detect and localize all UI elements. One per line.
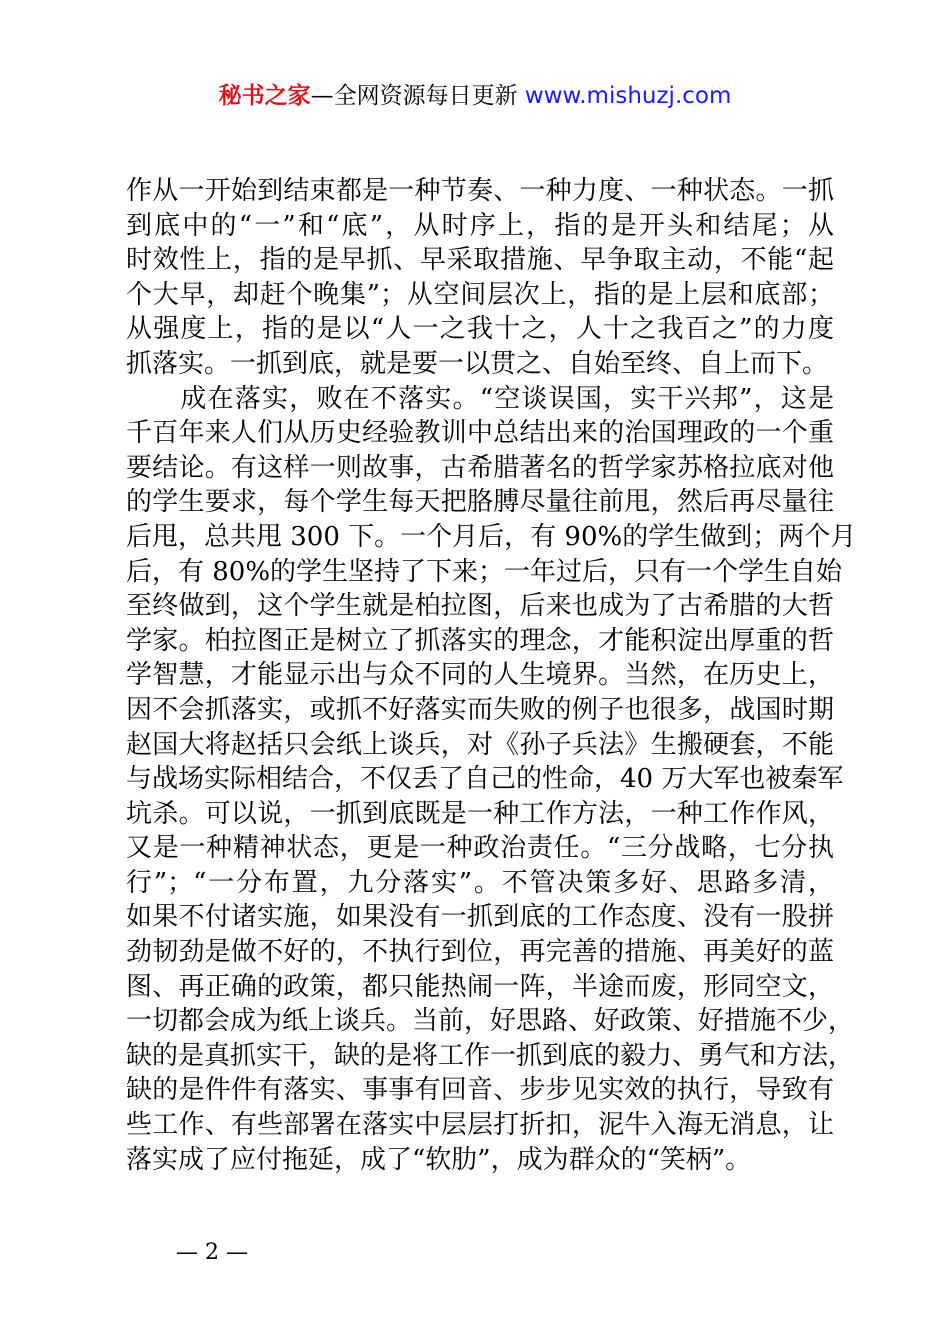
body-line: 行”；“一分布置，九分落实”。不管决策多好、思路多清， [126,867,834,898]
body-line: 学智慧，才能显示出与众不同的人生境界。当然，在历史上， [126,660,834,691]
body-line: 千百年来人们从历史经验教训中总结出来的治国理政的一个重 [126,418,834,449]
body-line: 缺的是真抓实干，缺的是将工作一抓到底的毅力、勇气和方法， [126,1040,855,1071]
body-line: 后，有 80%的学生坚持了下来；一年过后，只有一个学生自始 [126,556,843,587]
body-line: 时效性上，指的是早抓、早采取措施、早争取主动，不能“起 [126,245,834,276]
document-body [126,174,857,1177]
header-slogan: —全网资源每日更新 [310,83,525,109]
body-line: 缺的是件件有落实、事事有回音、步步见实效的执行，导致有 [126,1075,834,1106]
body-line: 劲韧劲是做不好的，不执行到位，再完善的措施、再美好的蓝 [126,937,834,968]
body-line: 坑杀。可以说，一抓到底既是一种工作方法，一种工作作风， [126,798,834,829]
body-line: 又是一种精神状态，更是一种政治责任。“三分战略，七分执 [126,833,834,864]
body-line: 个大早，却赶个晚集”；从空间层次上，指的是上层和底部； [126,279,834,310]
page-number: — 2 — [176,1240,248,1265]
body-line: 的学生要求，每个学生每天把胳膊尽量往前甩，然后再尽量往 [126,487,834,518]
body-line: 些工作、有些部署在落实中层层打折扣，泥牛入海无消息，让 [126,1110,834,1141]
body-line: 后甩，总共甩 300 下。一个月后，有 90%的学生做到；两个月 [126,521,857,552]
body-line: 到底中的“一”和“底”，从时序上，指的是开头和结尾；从 [126,210,834,241]
body-line: 抓落实。一抓到底，就是要一以贯之、自始至终、自上而下。 [126,348,829,379]
body-line: 如果不付诸实施，如果没有一抓到底的工作态度、没有一股拼 [126,902,834,933]
body-line: 成在落实，败在不落实。“空谈误国，实干兴邦”，这是 [126,383,834,414]
body-line: 因不会抓落实，或抓不好落实而失败的例子也很多，战国时期 [126,694,834,725]
site-header [0,80,950,112]
site-url-link[interactable]: www.mishuzj.com [524,83,732,109]
body-line: 学家。柏拉图正是树立了抓落实的理念，才能积淀出厚重的哲 [126,625,834,656]
body-line: 要结论。有这样一则故事，古希腊著名的哲学家苏格拉底对他 [126,452,834,483]
body-line: 落实成了应付拖延，成了“软肋”，成为群众的“笑柄”。 [126,1144,752,1175]
body-line: 至终做到，这个学生就是柏拉图，后来也成为了古希腊的大哲 [126,591,834,622]
body-line: 作从一开始到结束都是一种节奏、一种力度、一种状态。一抓 [126,176,834,206]
brand-name: 秘书之家 [218,83,311,109]
body-line: 与战场实际相结合，不仅丢了自己的性命，40 万大军也被秦军 [126,764,844,795]
body-line: 一切都会成为纸上谈兵。当前，好思路、好政策、好措施不少， [126,1006,855,1037]
body-line: 从强度上，指的是以“人一之我十之，人十之我百之”的力度 [126,314,834,345]
body-line: 图、再正确的政策，都只能热闹一阵，半途而废，形同空文， [126,971,834,1002]
body-line: 赵国大将赵括只会纸上谈兵，对《孙子兵法》生搬硬套，不能 [126,729,834,760]
